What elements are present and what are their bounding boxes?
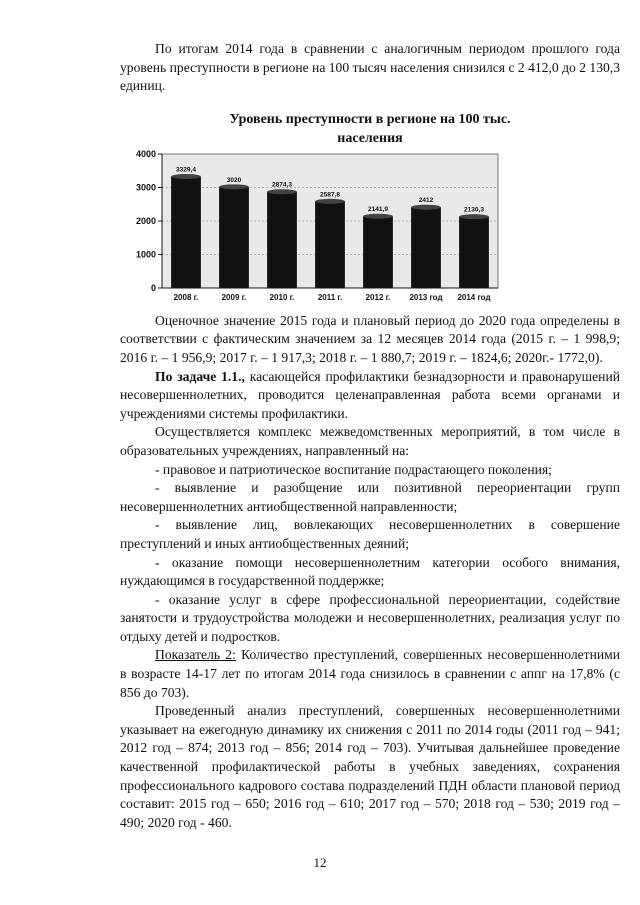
data-label: 3329,4	[176, 166, 196, 174]
measure-item: - оказание помощи несовершеннолетним категории особого внимания, нуждающимся в государственной поддержке;	[120, 554, 620, 589]
bar	[363, 216, 393, 288]
chart-title	[120, 110, 620, 148]
y-tick-label: 0	[150, 282, 156, 293]
measure-item: - правовое и патриотическое воспитание подрастающего поколения;	[155, 461, 552, 477]
bar-cap	[315, 199, 345, 204]
bar-cap	[363, 214, 393, 219]
chart-title-line1: Уровень преступности в регионе на 100 тыс.	[229, 111, 511, 127]
page-number: 12	[313, 855, 327, 870]
analysis-paragraph: Проведенный анализ преступлений, совершенных несовершеннолетними указывает на ежегодную динамику их снижения с 2011 по 2014 годы (2011 год – 941; 2012 год – 874; 2013 год – 856; 2014 год – 703). Учитывая дальнейшее проведение качественной профилактической работы в учебных заведениях, сохранения профессионального кадрового состава подразделений ПДН области плановой период составит: 2015 год – 650; 2016 год – 610; 2017 год – 570; 2018 год – 530; 2019 год – 490; 2020 год - 460.	[120, 703, 620, 830]
bar-cap	[171, 174, 201, 179]
bar-cap	[267, 189, 297, 194]
intro-paragraph: По итогам 2014 года в сравнении с аналогичным периодом прошлого года уровень преступности в регионе на 100 тысяч населения снизился с 2 412,0 до 2 130,3 единиц.	[120, 41, 620, 94]
bar	[459, 216, 489, 287]
measures-intro: Осуществляется комплекс межведомственных мероприятий, в том числе в образовательных учреждениях, направленный на:	[120, 424, 620, 458]
data-label: 2130,3	[464, 206, 484, 214]
bar	[315, 201, 345, 288]
document-page	[120, 40, 620, 832]
x-tick-label: 2008 г.	[173, 292, 199, 302]
task-paragraph	[120, 368, 620, 424]
data-label: 2141,9	[368, 206, 388, 214]
data-label: 3020	[226, 176, 242, 184]
indicator-paragraph	[120, 646, 620, 702]
x-tick-label: 2011 г.	[317, 292, 343, 302]
bar	[411, 207, 441, 288]
indicator-lead: Показатель 2:	[155, 647, 236, 663]
bar	[267, 191, 297, 287]
x-tick-label: 2009 г.	[221, 292, 247, 302]
bar-cap	[411, 204, 441, 209]
data-label: 2874,3	[272, 181, 292, 189]
y-tick-label: 3000	[135, 182, 156, 193]
bar	[171, 176, 201, 288]
measure-item: - выявление лиц, вовлекающих несовершеннолетних в совершение преступлений и иных антиобщественных деяний;	[120, 517, 620, 551]
bar	[219, 187, 249, 288]
indicator-text: Количество преступлений, совершенных несовершеннолетними в возрасте 14-17 лет по итогам 2014 года снизилось в сравнении с аппг на 17,8% (с 856 до 703).	[120, 647, 621, 700]
data-label: 2412	[418, 196, 434, 204]
bar-cap	[459, 214, 489, 219]
chart-title-line2: населения	[337, 130, 403, 146]
y-tick-label: 1000	[135, 249, 156, 260]
x-tick-label: 2012 г.	[365, 292, 391, 302]
x-tick-label: 2010 г.	[269, 292, 295, 302]
bar-cap	[219, 184, 249, 189]
crime-rate-chart	[120, 150, 620, 310]
task-lead: По задаче 1.1.,	[155, 368, 245, 384]
y-tick-label: 2000	[135, 215, 156, 226]
measure-item: - выявление и разобщение или позитивной переориентации групп несовершеннолетних антиобщественной направленности;	[120, 480, 620, 514]
forecast-paragraph: Оценочное значение 2015 года и плановый период до 2020 года определены в соответствии с фактическим значением за 12 месяцев 2014 года (2015 г. – 1 998,9; 2016 г. – 1 956,9; 2017 г. – 1 917,3; 2018 г. – 1 880,7; 2019 г. – 1824,6; 2020г.- 1772,0).	[120, 312, 620, 365]
measure-item: - оказание услуг в сфере профессиональной переориентации, содействие занятости и трудоустройства молодежи и несовершеннолетних, реализация услуг по отдыху детей и подростков.	[120, 591, 620, 644]
data-label: 2587,8	[320, 191, 340, 199]
task-text: касающейся профилактики безнадзорности и правонарушений несовершеннолетних, проводится целенаправленная работа всеми органами и учреждениями системы профилактики.	[120, 368, 620, 421]
x-tick-label: 2014 год	[457, 292, 491, 302]
y-tick-label: 4000	[135, 149, 156, 159]
x-tick-label: 2013 год	[409, 292, 443, 302]
chart-canvas	[120, 150, 620, 310]
